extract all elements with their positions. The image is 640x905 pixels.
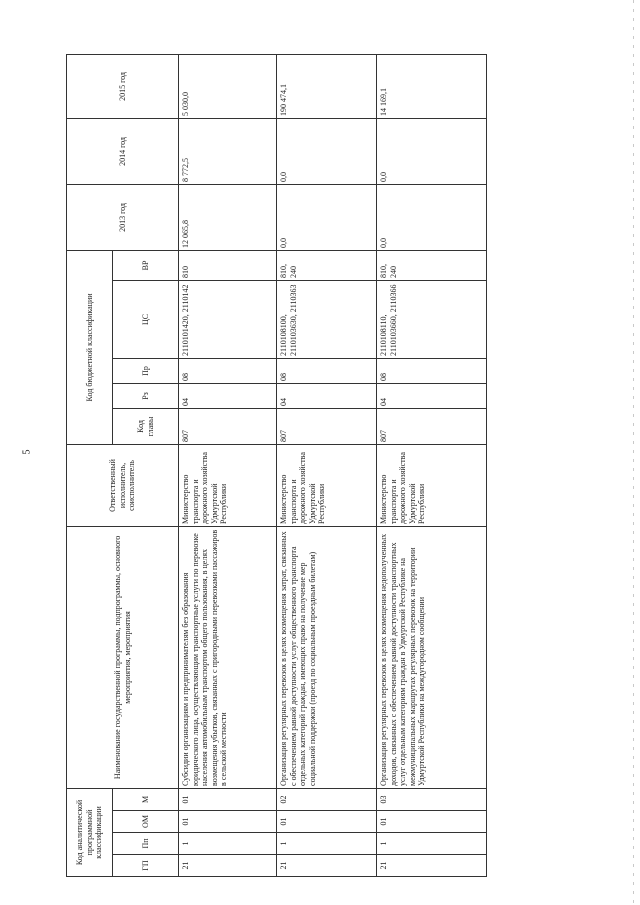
pr-cell: 08 [377, 358, 487, 383]
vr-cell: 810, 240 [277, 250, 377, 280]
gp-cell: 21 [377, 855, 487, 877]
cs-cell: 2110108100, 2110103630, 2110363 [277, 280, 377, 358]
pp-header: Пп [113, 833, 179, 855]
vr-cell: 810 [179, 250, 277, 280]
rz-cell: 04 [377, 383, 487, 408]
budget-code-header: Код бюджетной классификации [67, 250, 113, 444]
name-cell: Организация регулярных перевозок в целях возмещения недополученных доходов, связанных с обеспечением равной доступности транспортных услуг отдельным категориям граждан в Удмуртской Республике на межмуниципальных маршрутах регулярных перевозок на территории Удмуртской Республики на междугородном сообщении [377, 526, 487, 788]
y2015-cell: 190 474,1 [277, 54, 377, 118]
y2013-cell: 12 065,8 [179, 184, 277, 250]
scan-edge-line [633, 0, 634, 905]
pr-header: Пр [113, 358, 179, 383]
m-header: М [113, 788, 179, 810]
year-2013-header: 2013 год [67, 184, 179, 250]
vr-cell: 810, 240 [377, 250, 487, 280]
y2013-cell: 0,0 [377, 184, 487, 250]
y2014-cell: 0,0 [277, 118, 377, 184]
pp-cell: 1 [377, 833, 487, 855]
table-row [179, 54, 277, 876]
y2014-cell: 0,0 [377, 118, 487, 184]
m-cell: 03 [377, 788, 487, 810]
year-2015-header: 2015 год [67, 54, 179, 118]
cs-cell: 2110101420, 2110142 [179, 280, 277, 358]
y2015-cell: 5 030,0 [179, 54, 277, 118]
om-header: ОМ [113, 811, 179, 833]
rotated-table-wrapper [66, 55, 486, 877]
y2014-cell: 8 772,5 [179, 118, 277, 184]
header-row-1 [67, 54, 113, 876]
code-glavy-header: Код главы [113, 408, 179, 444]
rz-cell: 04 [179, 383, 277, 408]
executor-cell: Министерство транспорта и дорожного хозяйства Удмуртской Республики [277, 444, 377, 526]
glava-cell: 807 [179, 408, 277, 444]
vr-header: ВР [113, 250, 179, 280]
executor-header: Ответственный исполнитель, соисполнитель [67, 444, 179, 526]
analytic-code-header: Код аналитической программной классификации [67, 788, 113, 876]
y2015-cell: 14 169,1 [377, 54, 487, 118]
year-2014-header: 2014 год [67, 118, 179, 184]
glava-cell: 807 [277, 408, 377, 444]
cs-cell: 2110108110, 2110103660, 2110366 [377, 280, 487, 358]
page-number: 5 [21, 449, 33, 455]
m-cell: 02 [277, 788, 377, 810]
table-row [277, 54, 377, 876]
gp-cell: 21 [277, 855, 377, 877]
rz-header: Рз [113, 383, 179, 408]
budget-table [66, 54, 487, 877]
pp-cell: 1 [277, 833, 377, 855]
gp-header: ГП [113, 855, 179, 877]
gp-cell: 21 [179, 855, 277, 877]
pp-cell: 1 [179, 833, 277, 855]
om-cell: 01 [377, 811, 487, 833]
pr-cell: 08 [179, 358, 277, 383]
executor-cell: Министерство транспорта и дорожного хозяйства Удмуртской Республики [179, 444, 277, 526]
om-cell: 01 [179, 811, 277, 833]
rz-cell: 04 [277, 383, 377, 408]
om-cell: 01 [277, 811, 377, 833]
y2013-cell: 0,0 [277, 184, 377, 250]
name-header: Наименование государственной программы, подпрограммы, основного мероприятия, мероприятия [67, 526, 179, 788]
cs-header: ЦС [113, 280, 179, 358]
name-cell: Субсидии организациям и предпринимателям без образования юридического лица, осуществляющим транспортные услуги по перевозке населения автомобильным транспортом общего пользования, в целях возмещения убытков, связанных с пригородными перевозками пассажиров в сельской местности [179, 526, 277, 788]
table-row [377, 54, 487, 876]
pr-cell: 08 [277, 358, 377, 383]
glava-cell: 807 [377, 408, 487, 444]
name-cell: Организация регулярных перевозок в целях возмещения затрат, связанных с обеспечением равной доступности услуг общественного транспорта отдельных категорий граждан, имеющих право на получение мер социальной поддержки (проезд по социальным проездным билетам) [277, 526, 377, 788]
m-cell: 01 [179, 788, 277, 810]
executor-cell: Министерство транспорта и дорожного хозяйства Удмуртской Республики [377, 444, 487, 526]
